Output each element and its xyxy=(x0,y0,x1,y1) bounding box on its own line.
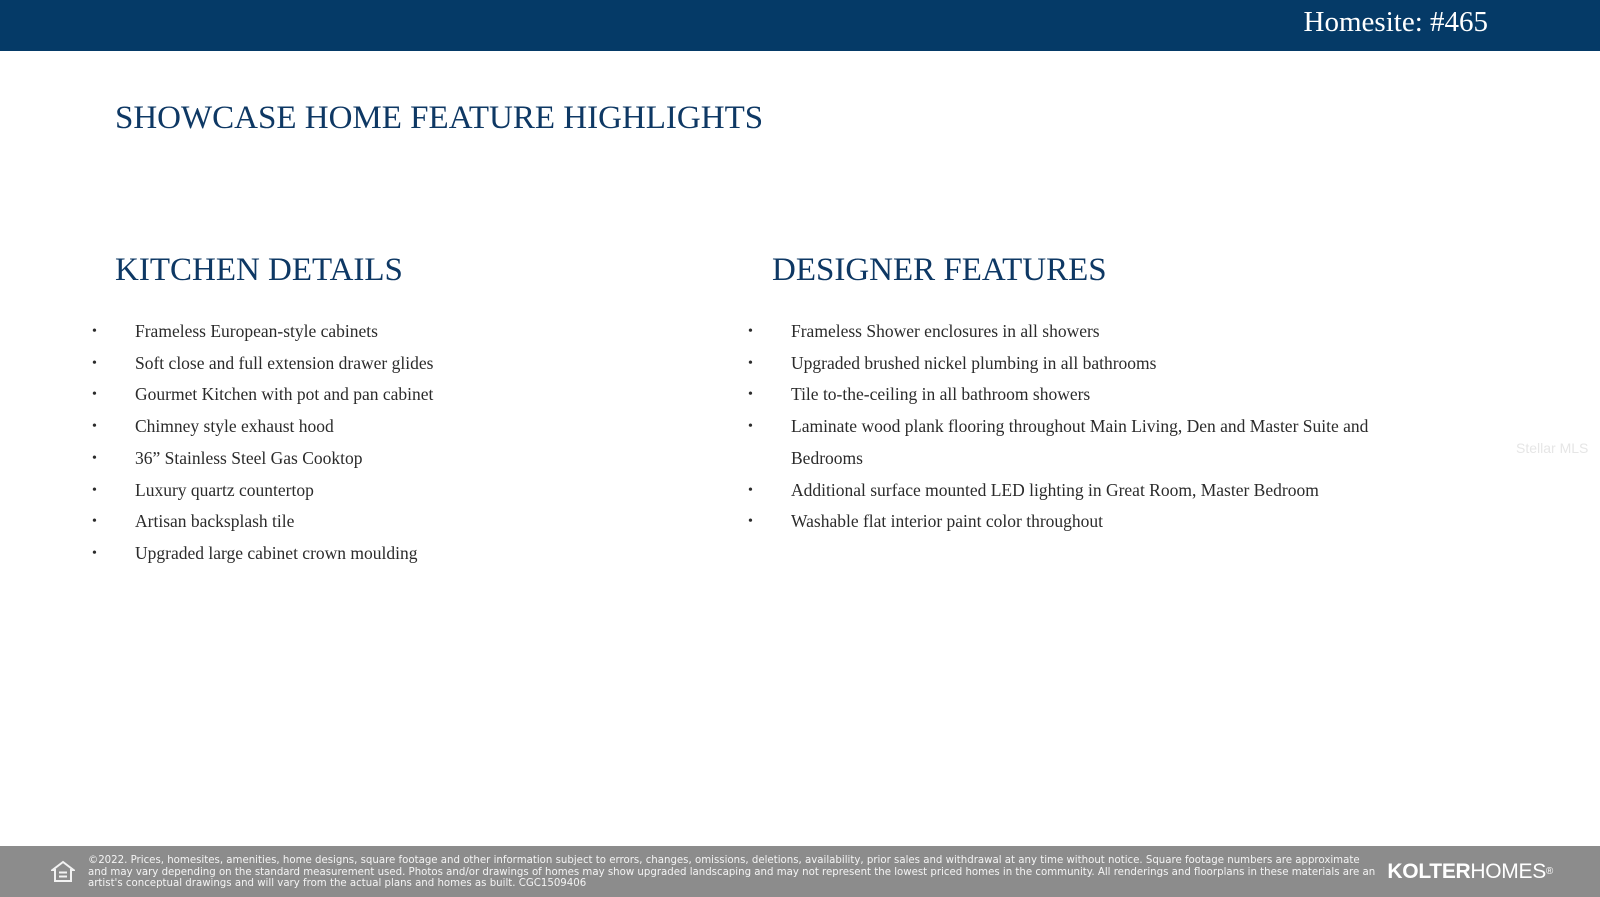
watermark: Stellar MLS xyxy=(1516,440,1589,456)
list-item-text: Chimney style exhaust hood xyxy=(135,416,334,437)
bullet-icon: • xyxy=(92,450,97,466)
list-item-text: Additional surface mounted LED lighting in Great Room, Master Bedroom xyxy=(791,479,1319,500)
list-item xyxy=(92,538,652,570)
list-item-text: Washable flat interior paint color throughout xyxy=(791,511,1104,532)
bullet-icon: • xyxy=(92,419,97,435)
list-item xyxy=(92,316,652,348)
list-item xyxy=(92,475,652,507)
kitchen-details-heading: KITCHEN DETAILS xyxy=(115,252,403,288)
equal-housing-icon xyxy=(51,860,75,884)
header-bar xyxy=(0,0,1600,51)
brand-bold-text: KOLTER xyxy=(1387,860,1471,883)
list-item xyxy=(748,411,1388,474)
bullet-icon: • xyxy=(748,355,753,371)
list-item xyxy=(748,316,1388,348)
registered-mark: ® xyxy=(1545,866,1553,877)
list-item-text: Laminate wood plank flooring throughout Main Living, Den and Master Suite and Bedrooms xyxy=(791,416,1369,468)
list-item-text: Artisan backsplash tile xyxy=(135,511,295,532)
brand-light-text: HOMES xyxy=(1470,860,1546,883)
bullet-icon: • xyxy=(748,419,753,435)
designer-features-heading: DESIGNER FEATURES xyxy=(772,252,1107,288)
list-item xyxy=(748,506,1388,538)
list-item xyxy=(92,443,652,475)
bullet-icon: • xyxy=(92,355,97,371)
list-item xyxy=(92,506,652,538)
kolter-homes-logo xyxy=(1387,859,1553,885)
list-item xyxy=(748,475,1388,507)
list-item xyxy=(748,379,1388,411)
list-item-text: Gourmet Kitchen with pot and pan cabinet xyxy=(135,384,434,405)
list-item-text: Upgraded large cabinet crown moulding xyxy=(135,542,418,563)
bullet-icon: • xyxy=(748,482,753,498)
designer-feature-list xyxy=(748,316,1388,538)
list-item xyxy=(748,348,1388,380)
bullet-icon: • xyxy=(748,387,753,403)
bullet-icon: • xyxy=(748,514,753,530)
page-title: SHOWCASE HOME FEATURE HIGHLIGHTS xyxy=(115,100,764,136)
bullet-icon: • xyxy=(92,324,97,339)
list-item xyxy=(92,379,652,411)
list-item-text: Frameless Shower enclosures in all showers xyxy=(791,321,1100,341)
list-item-text: Frameless European-style cabinets xyxy=(135,321,378,341)
bullet-icon: • xyxy=(92,387,97,403)
bullet-icon: • xyxy=(748,324,753,339)
list-item-text: Tile to-the-ceiling in all bathroom showers xyxy=(791,384,1091,405)
bullet-icon: • xyxy=(92,482,97,498)
list-item-text: Soft close and full extension drawer glides xyxy=(135,352,434,373)
homesite-label: Homesite: #465 xyxy=(1303,6,1488,38)
kitchen-feature-list xyxy=(92,316,652,570)
bullet-icon: • xyxy=(92,514,97,530)
list-item-text: 36” Stainless Steel Gas Cooktop xyxy=(135,447,363,468)
footer-bar xyxy=(0,846,1600,897)
list-item-text: Upgraded brushed nickel plumbing in all bathrooms xyxy=(791,352,1157,373)
list-item xyxy=(92,348,652,380)
legal-disclaimer: ©2022. Prices, homesites, amenities, home designs, square footage and other information subject to errors, changes, omissions, deletions, availability, prior sales and withdrawal at any time without notice. Square footage numbers are approximate and may vary depending on the standard measurement used. Photos and/or drawings of homes may show upgraded landscaping and may not represent the lowest priced homes in the community. All renderings and floorplans in these materials are an artist's conceptual drawings and will vary from the actual plans and homes as built. CGC1509406 xyxy=(88,855,1376,889)
list-item xyxy=(92,411,652,443)
bullet-icon: • xyxy=(92,545,97,561)
list-item-text: Luxury quartz countertop xyxy=(135,479,314,500)
